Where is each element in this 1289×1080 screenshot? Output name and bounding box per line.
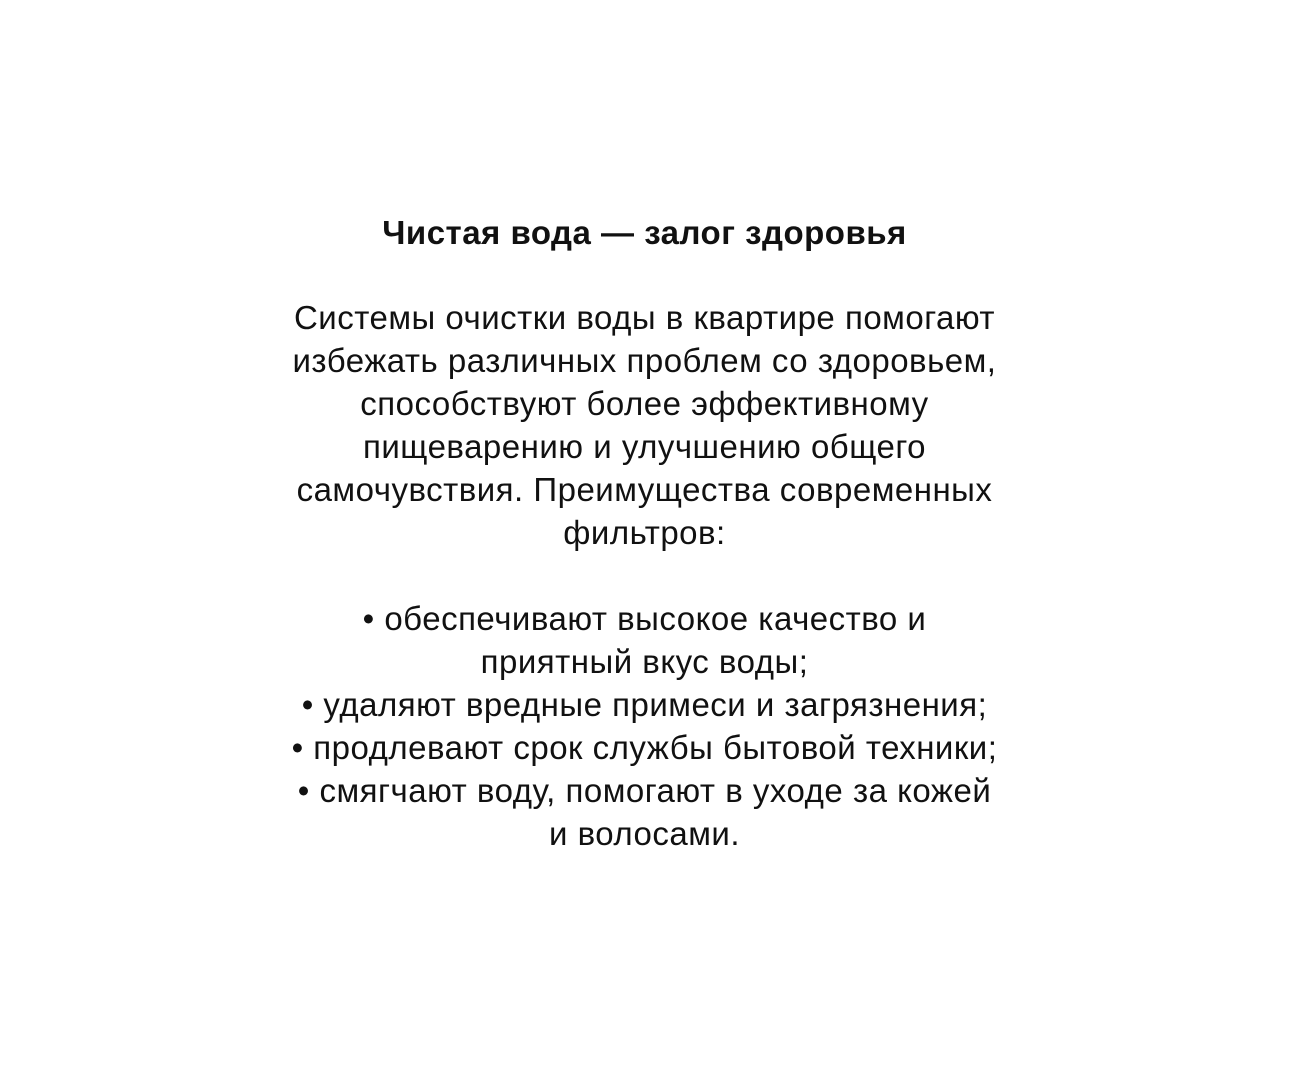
- paragraph-line: фильтров:: [563, 514, 726, 551]
- paragraph-line: пищеварению и улучшению общего: [362, 428, 926, 465]
- paragraph-line: Системы очистки воды в квартире помогают: [293, 299, 996, 336]
- document-content: [0, 210, 1289, 855]
- document-title: Чистая вода — залог здоровья: [382, 214, 907, 251]
- intro-paragraph: [195, 296, 1095, 554]
- paragraph-line: избежать различных проблем со здоровьем,: [292, 342, 997, 379]
- bullet-line: приятный вкус воды;: [480, 643, 809, 680]
- bullet-line: и волосами.: [548, 815, 740, 852]
- bullet-line: • смягчают воду, помогают в уходе за кожей: [297, 772, 992, 809]
- bullet-line: • продлевают срок службы бытовой техники;: [291, 729, 998, 766]
- paragraph-line: самочувствия. Преимущества современных: [296, 471, 993, 508]
- bullet-line: • удаляют вредные примеси и загрязнения;: [301, 686, 988, 723]
- paragraph-line: способствуют более эффективному: [360, 385, 929, 422]
- bullet-line: • обеспечивают высокое качество и: [362, 600, 927, 637]
- benefits-list: [195, 597, 1095, 855]
